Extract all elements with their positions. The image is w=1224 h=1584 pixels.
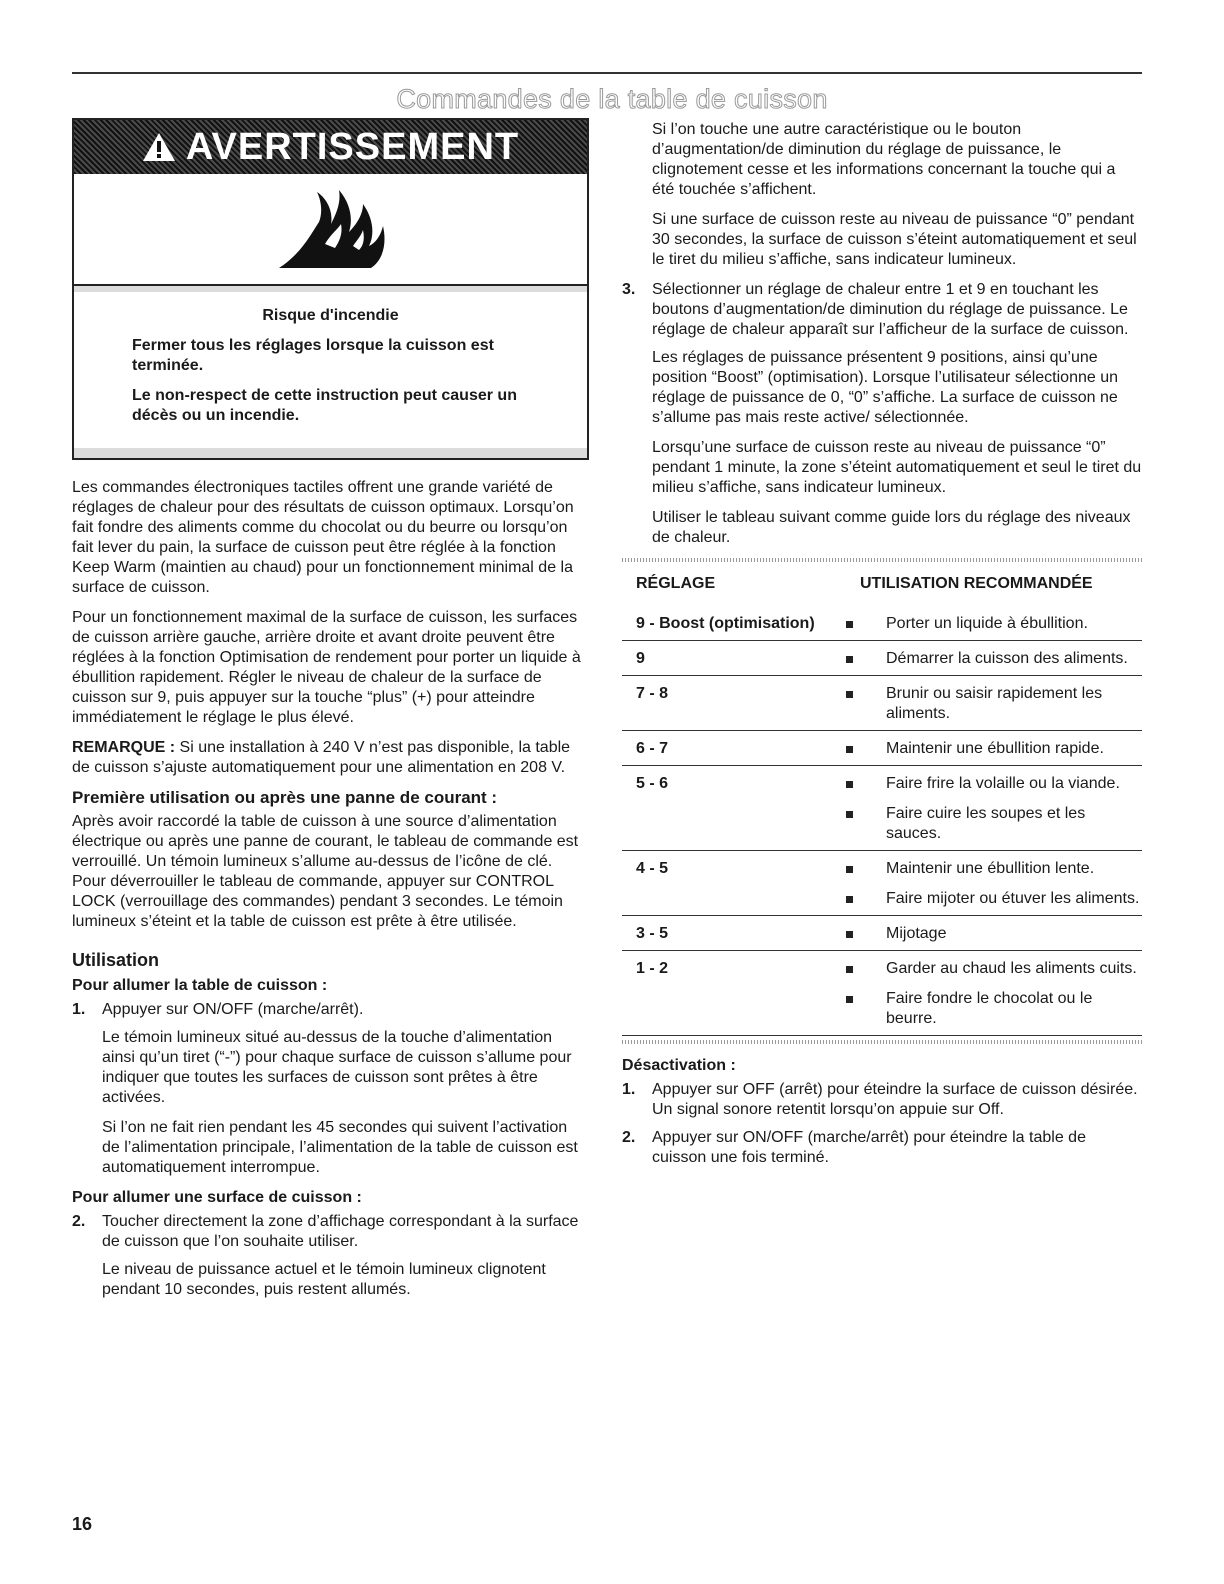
step-1-detail-2: Si l’on ne fait rien pendant les 45 secondes qui suivent l’activation de l’alimentation principale, l’alimentation de la table de cuisson est automatiquement interrompue. (102, 1119, 578, 1176)
setting-level: 6 - 7 (622, 731, 846, 766)
table-row (622, 916, 1142, 951)
right-paragraph-5: Utiliser le tableau suivant comme guide lors du réglage des niveaux de chaleur. (652, 509, 1131, 546)
remark (72, 738, 587, 778)
warning-line-1: Fermer tous les réglages lorsque la cuisson est terminée. (132, 337, 494, 374)
recommended-uses (846, 604, 1142, 641)
warning-triangle-icon (142, 132, 176, 162)
table-row (622, 766, 1142, 851)
first-use-heading: Première utilisation ou après une panne de courant : (72, 788, 498, 807)
deactivation-step-2: 2. Appuyer sur ON/OFF (marche/arrêt) pour éteindre la table de cuisson une fois terminé. (622, 1129, 1086, 1166)
table-bottom-rule (622, 1040, 1142, 1044)
page-number: 16 (72, 1514, 93, 1534)
left-column (72, 118, 587, 1310)
recommended-uses (846, 641, 1142, 676)
step-1-detail-1: Le témoin lumineux situé au-dessus de la touche d’alimentation ainsi qu’un tiret (“-”) pour chaque surface de cuisson s’allume pour indiquer que toutes les surfaces de cuisson sont prêtes à être activées. (102, 1029, 572, 1106)
setting-level: 3 - 5 (622, 916, 846, 951)
step-3: 3. Sélectionner un réglage de chaleur entre 1 et 9 en touchant les boutons d’augmentation/de diminution du réglage de puissance. Le réglage de chaleur apparaît sur l’afficheur de la surface de cuisson. (622, 281, 1129, 338)
setting-level: 4 - 5 (622, 851, 846, 916)
right-paragraph-4: Lorsqu’une surface de cuisson reste au niveau de puissance “0” pendant 1 minute, la zone s’éteint automatiquement et seul le tiret du milieu s’affiche, sans indicateur lumineux. (652, 439, 1142, 496)
step-1: 1. Appuyer sur ON/OFF (marche/arrêt). (72, 1001, 364, 1018)
use-item: Maintenir une ébullition rapide. (846, 739, 1142, 759)
deactivation-heading: Désactivation : (622, 1057, 736, 1074)
right-column (622, 120, 1142, 1176)
table-row (622, 731, 1142, 766)
warning-body (74, 286, 587, 448)
deactivation-step-1: 1. Appuyer sur OFF (arrêt) pour éteindre la surface de cuisson désirée. Un signal sonore retentit lorsqu’on appuie sur Off. (622, 1081, 1138, 1118)
table-row (622, 851, 1142, 916)
use-item: Mijotage (846, 924, 1142, 944)
turn-on-surface-heading: Pour allumer une surface de cuisson : (72, 1189, 362, 1206)
warning-box (72, 118, 589, 460)
setting-level: 1 - 2 (622, 951, 846, 1036)
use-item: Faire cuire les soupes et les sauces. (846, 804, 1142, 844)
intro-paragraph-1: Les commandes électroniques tactiles offrent une grande variété de réglages de chaleur pour des résultats de cuisson optimaux. Lorsqu’on fait fondre des aliments comme du chocolat ou du beurre ou lorsqu’on fait lever du pain, la surface de cuisson peut être réglée à la fonction Keep Warm (maintien au chaud) pour un fonctionnement minimal de la surface de cuisson. (72, 479, 574, 596)
recommended-uses (846, 676, 1142, 731)
setting-level: 7 - 8 (622, 676, 846, 731)
recommended-uses (846, 731, 1142, 766)
setting-level: 9 (622, 641, 846, 676)
recommended-uses (846, 951, 1142, 1036)
use-item: Porter un liquide à ébullition. (846, 614, 1142, 634)
fire-hazard-icon (74, 174, 587, 286)
use-item: Faire frire la volaille ou la viande. (846, 774, 1142, 794)
column-header-use: UTILISATION RECOMMANDÉE (860, 575, 1093, 592)
table-row (622, 951, 1142, 1036)
use-item: Démarrer la cuisson des aliments. (846, 649, 1142, 669)
setting-level: 9 - Boost (optimisation) (622, 604, 846, 641)
warning-risk: Risque d'incendie (262, 307, 399, 324)
table-row (622, 604, 1142, 641)
intro-paragraph-2: Pour un fonctionnement maximal de la surface de cuisson, les surfaces de cuisson arrière gauche, arrière droite et avant droite peuvent être réglées à la fonction Optimisation de rendement pour porter un liquide à ébullition rapidement. Régler le niveau de chaleur de la surface de cuisson sur 9, puis appuyer sur la touche “plus” (+) pour atteindre immédiatement le réglage le plus élevé. (72, 609, 581, 726)
step-2-detail-1: Le niveau de puissance actuel et le témoin lumineux clignotent pendant 10 secondes, puis restent allumés. (102, 1261, 546, 1298)
turn-on-cooktop-heading: Pour allumer la table de cuisson : (72, 977, 328, 994)
warning-bottom-bar (74, 448, 587, 458)
setting-level: 5 - 6 (622, 766, 846, 851)
table-row (622, 641, 1142, 676)
first-use-paragraph: Après avoir raccordé la table de cuisson à une source d’alimentation électrique ou après une panne de courant, le tableau de commande est verrouillé. Un témoin lumineux s’allume au-dessus de l’icône de clé. Pour déverrouiller le tableau de commande, appuyer sur CONTROL LOCK (verrouillage des commandes) pendant 3 secondes. Le témoin lumineux s’éteint et la table de cuisson est prête à être utilisée. (72, 813, 579, 930)
remark-text: Si une installation à 240 V n’est pas disponible, la table de cuisson s’ajuste automatiquement pour une alimentation en 208 V. (72, 739, 571, 776)
use-item: Faire fondre le chocolat ou le beurre. (846, 989, 1142, 1029)
use-heading: Utilisation (72, 950, 160, 970)
recommended-uses (846, 851, 1142, 916)
recommended-uses (846, 916, 1142, 951)
table-row (622, 676, 1142, 731)
recommended-uses (846, 766, 1142, 851)
table-top-rule (622, 558, 1142, 562)
right-paragraph-3: Les réglages de puissance présentent 9 positions, ainsi qu’une position “Boost” (optimisation). Lorsque l’utilisateur sélectionne un réglage de puissance de 0, “0” s’affiche. La surface de cuisson ne s’allume pas mais reste active/ sélectionnée. (652, 349, 1119, 426)
page-title: Commandes de la table de cuisson (396, 84, 828, 114)
use-item: Garder au chaud les aliments cuits. (846, 959, 1142, 979)
remark-label: REMARQUE : (72, 739, 176, 756)
column-header-setting: RÉGLAGE (636, 575, 716, 592)
use-item: Faire mijoter ou étuver les aliments. (846, 889, 1142, 909)
warning-line-2: Le non-respect de cette instruction peut causer un décès ou un incendie. (132, 387, 517, 424)
use-item: Brunir ou saisir rapidement les aliments. (846, 684, 1142, 724)
top-rule (72, 72, 1142, 74)
step-2: 2. Toucher directement la zone d’affichage correspondant à la surface de cuisson que l’on souhaite utiliser. (72, 1213, 579, 1250)
use-item: Maintenir une ébullition lente. (846, 859, 1142, 879)
warning-heading: AVERTISSEMENT (185, 126, 520, 168)
heat-settings-table (622, 566, 1142, 1036)
right-paragraph-1: Si l’on touche une autre caractéristique ou le bouton d’augmentation/de diminution du réglage de puissance, le clignotement cesse et les informations concernant la touche qui a été touchée s’affichent. (652, 121, 1116, 198)
right-paragraph-2: Si une surface de cuisson reste au niveau de puissance “0” pendant 30 secondes, la surface de cuisson s’éteint automatiquement et seul le tiret du milieu s’affiche, sans indicateur lumineux. (652, 211, 1137, 268)
warning-header (74, 120, 587, 174)
